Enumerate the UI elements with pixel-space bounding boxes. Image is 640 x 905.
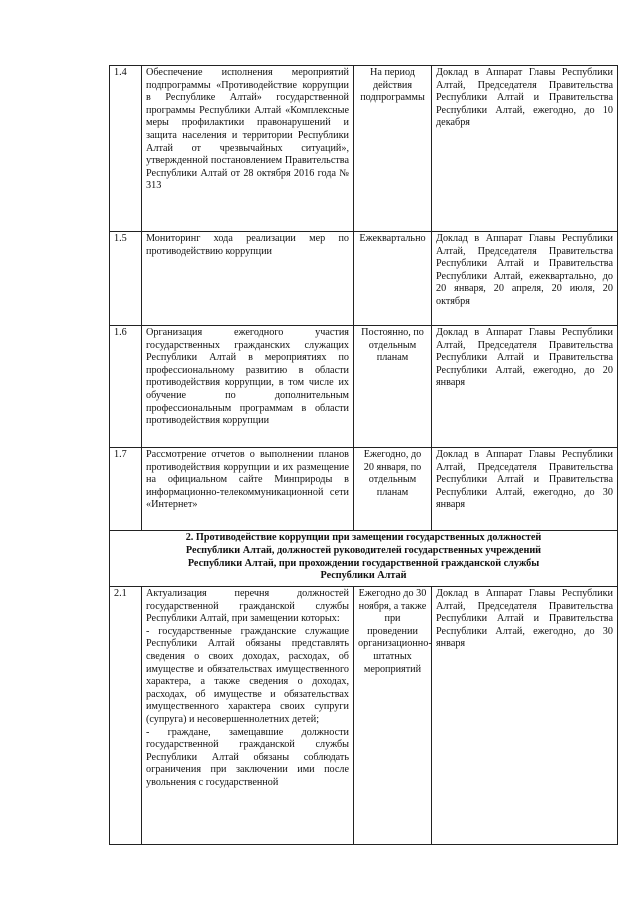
- row-action: Мониторинг хода реализации мер по противодействию коррупции: [142, 232, 354, 326]
- row-report: Доклад в Аппарат Главы Республики Алтай, Председателя Правительства Республики Алтай и Правительства Республики Алтай, ежегодно, до 20 января: [432, 326, 618, 448]
- row-number: 1.6: [110, 326, 142, 448]
- table-row: [110, 326, 618, 448]
- row-report: Доклад в Аппарат Главы Республики Алтай, Председателя Правительства Республики Алтай и Правительства Республики Алтай, ежегодно, до 10 декабря: [432, 66, 618, 232]
- row-report: Доклад в Аппарат Главы Республики Алтай, Председателя Правительства Республики Алтай и Правительства Республики Алтай, ежегодно, до 30 января: [432, 448, 618, 531]
- section-heading-line: Республики Алтай, при прохождении государственной гражданской службы: [187, 557, 540, 569]
- row-term: Ежегодно, до 20 января, по отдельным планам: [354, 448, 432, 531]
- action-paragraph: - государственные гражданские служащие Республики Алтай обязаны представлять сведения о своих доходах, расходах, об имуществе и обязательствах имущественного характера, а также сведения о доходах, расходах, об имуществе и обязательствах имущественного характера своих супруги (супруга) и несовершеннолетних детей;: [146, 625, 349, 725]
- row-number: 1.4: [110, 66, 142, 232]
- section-heading-row: [110, 531, 618, 587]
- row-term: На период действия подпрограммы: [354, 66, 432, 232]
- action-paragraph: Актуализация перечня должностей государственной гражданской службы Республики Алтай, при замещении которых:: [146, 588, 349, 625]
- row-term: Ежегодно до 30 ноября, а также при проведении организационно-штатных мероприятий: [354, 587, 432, 845]
- row-number: 1.7: [110, 448, 142, 531]
- table-row: [110, 587, 618, 845]
- row-action: Рассмотрение отчетов о выполнении планов противодействия коррупции и их размещение на официальном сайте Минприроды в информационно-телекоммуникационной сети «Интернет»: [142, 448, 354, 531]
- table-row: [110, 448, 618, 531]
- row-term: Ежеквартально: [354, 232, 432, 326]
- section-heading-line: 2. Противодействие коррупции при замещении государственных должностей: [185, 532, 542, 543]
- row-action: Обеспечение исполнения мероприятий подпрограммы «Противодействие коррупции в Республике Алтай» государственной программы Республики Алтай «Комплексные меры профилактики правонарушений и защита населения и территории Республики Алтай от чрезвычайных ситуаций», утвержденной постановлением Правительства Республики Алтай от 28 октября 2016 года № 313: [142, 66, 354, 232]
- row-action: [142, 587, 354, 845]
- row-number: 2.1: [110, 587, 142, 845]
- section-heading: [110, 531, 618, 587]
- action-plan-table: [109, 65, 618, 845]
- row-action: Организация ежегодного участия государственных гражданских служащих Республики Алтай в мероприятиях по профессиональному развитию в области противодействия коррупции, в том числе их обучение по дополнительным профессиональным программам в области противодействия коррупции: [142, 326, 354, 448]
- row-report: Доклад в Аппарат Главы Республики Алтай, Председателя Правительства Республики Алтай и Правительства Республики Алтай, ежеквартально, до 20 января, 20 апреля, 20 июля, 20 октября: [432, 232, 618, 326]
- action-paragraph: - граждане, замещавшие должности государственной гражданской службы Республики Алтай обязаны соблюдать ограничения при заключении ими после увольнения с государственной: [146, 726, 349, 788]
- section-heading-line: Республики Алтай, должностей руководителей государственных учреждений: [185, 544, 542, 556]
- row-number: 1.5: [110, 232, 142, 326]
- table-row: [110, 232, 618, 326]
- section-heading-line: Республики Алтай: [320, 570, 407, 582]
- row-report: Доклад в Аппарат Главы Республики Алтай, Председателя Правительства Республики Алтай и Правительства Республики Алтай, ежегодно, до 30 января: [432, 587, 618, 845]
- row-term: Постоянно, по отдельным планам: [354, 326, 432, 448]
- table-row: [110, 66, 618, 232]
